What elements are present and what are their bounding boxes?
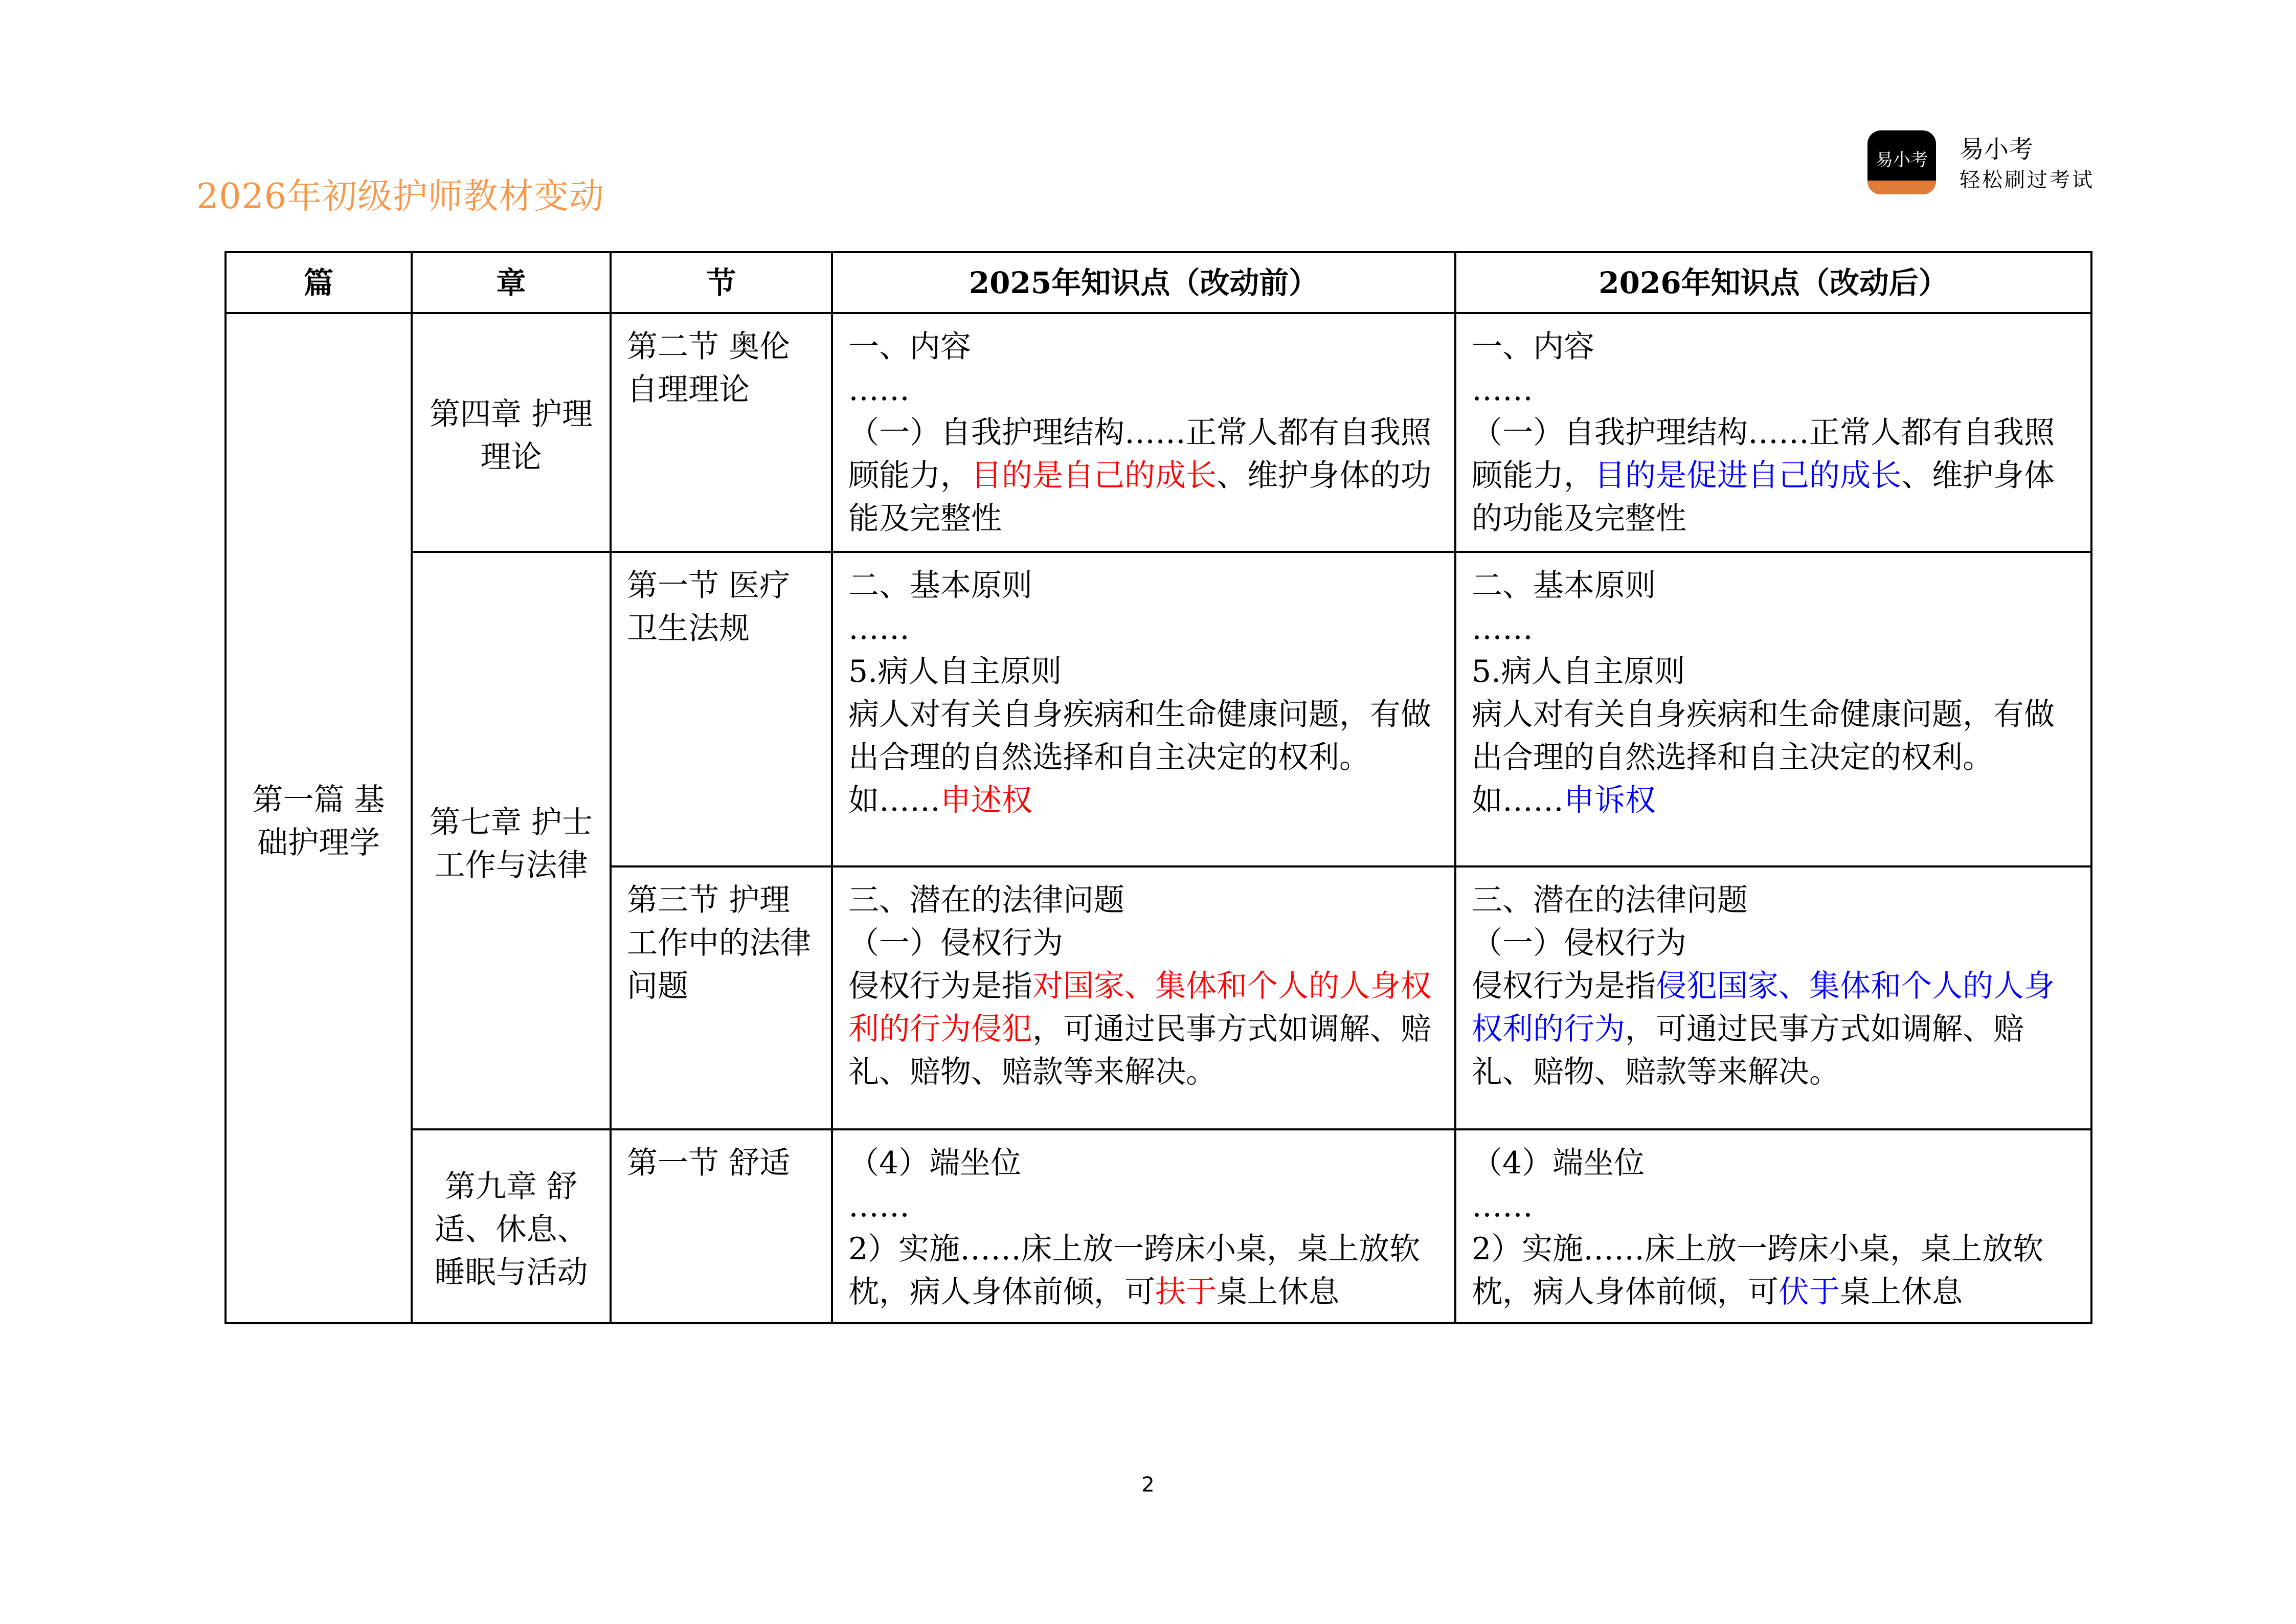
section-cell: 第一节 舒适: [611, 1129, 832, 1323]
subheading-line: 5.病人自主原则: [848, 654, 1062, 689]
subheading-line: （一）侵权行为: [848, 925, 1063, 961]
changed-text-old: 对国家、集体和个人的人身权利的行为侵犯: [848, 968, 1431, 1047]
text-plain: ，可通过民事方式如调解、赔礼、赔物、赔款等来解决。: [1472, 1011, 2024, 1090]
text-plain: 桌上休息: [1217, 1274, 1339, 1310]
ellipsis-line: ……: [1472, 1188, 1533, 1224]
section-cell: 第三节 护理工作中的法律问题: [611, 866, 832, 1129]
changed-text-new: 目的是促进自己的成长: [1594, 458, 1901, 494]
text-plain: 桌上休息: [1840, 1274, 1963, 1310]
text-plain: 2）实施……床上放一跨床小桌，桌上放软枕，病人身体前倾，可: [848, 1231, 1421, 1310]
changed-text-new: 申诉权: [1564, 783, 1656, 818]
heading-line: （4）端坐位: [848, 1145, 1022, 1181]
table-header-row: [226, 252, 2091, 313]
brand-block: [1960, 134, 2095, 195]
chapter-cell: 第七章 护士工作与法律: [412, 552, 611, 1129]
header-chapter: 章: [412, 252, 611, 313]
content-paragraph: [1472, 965, 2075, 1094]
heading-line: 三、潜在的法律问题: [1472, 882, 1748, 918]
chapter-cell: 第九章 舒适、休息、睡眠与活动: [412, 1129, 611, 1323]
heading-line: 二、基本原则: [848, 568, 1032, 604]
heading-line: 二、基本原则: [1472, 568, 1656, 604]
brand-slogan: 轻松刷过考试: [1960, 168, 2095, 192]
text-plain: ，可通过民事方式如调解、赔礼、赔物、赔款等来解决。: [848, 1011, 1431, 1090]
text-plain: （一）自我护理结构……正常人都有自我照顾能力，: [1472, 415, 2055, 494]
section-cell: 第二节 奥伦自理理论: [611, 313, 832, 552]
changed-text-old: 申述权: [940, 783, 1032, 818]
ellipsis-line: ……: [848, 611, 910, 647]
text-plain: （一）自我护理结构……正常人都有自我照顾能力，: [848, 415, 1431, 494]
content-paragraph: [848, 693, 1439, 822]
page-number: 2: [1141, 1473, 1155, 1497]
before-cell: [832, 866, 1455, 1129]
table-row: [226, 1129, 2091, 1323]
part-cell: 第一篇 基础护理学: [226, 313, 412, 1323]
subheading-line: 5.病人自主原则: [1472, 654, 1685, 689]
section-cell: 第一节 医疗卫生法规: [611, 552, 832, 866]
ellipsis-line: ……: [1472, 611, 1533, 647]
changed-text-new: 伏于: [1779, 1274, 1840, 1310]
content-paragraph: [848, 965, 1439, 1094]
changes-table: [224, 251, 2092, 1324]
content-paragraph: [1472, 1228, 2075, 1314]
subheading-line: （一）侵权行为: [1472, 925, 1686, 961]
text-plain: 侵权行为是指: [1472, 968, 1656, 1004]
heading-line: 一、内容: [848, 329, 971, 365]
text-plain: 、维护身体的功能及完整性: [848, 458, 1431, 537]
changed-text-old: 扶于: [1155, 1274, 1217, 1310]
heading-line: （4）端坐位: [1472, 1145, 1645, 1181]
heading-line: 三、潜在的法律问题: [848, 882, 1124, 918]
page-title: 2026年初级护师教材变动: [196, 176, 605, 217]
before-cell: [832, 552, 1455, 866]
before-cell: [832, 313, 1455, 552]
table-row: [226, 313, 2091, 552]
content-paragraph: [1472, 411, 2075, 540]
content-paragraph: [848, 411, 1439, 540]
header-before: 2025年知识点（改动前）: [832, 252, 1455, 313]
after-cell: [1455, 866, 2091, 1129]
table-row: [226, 552, 2091, 866]
changed-text-new: 侵犯国家、集体和个人的人身权利的行为: [1472, 968, 2055, 1047]
chapter-cell: 第四章 护理理论: [412, 313, 611, 552]
ellipsis-line: ……: [848, 372, 910, 408]
logo-accent-bar: [1867, 181, 1936, 194]
text-plain: 病人对有关自身疾病和生命健康问题，有做出合理的自然选择和自主决定的权利。如……: [1472, 697, 2055, 818]
after-cell: [1455, 1129, 2091, 1323]
brand-name: 易小考: [1960, 135, 2034, 164]
text-plain: 、维护身体的功能及完整性: [1472, 458, 2055, 537]
after-cell: [1455, 552, 2091, 866]
ellipsis-line: ……: [1472, 372, 1533, 408]
heading-line: 一、内容: [1472, 329, 1594, 365]
text-plain: 侵权行为是指: [848, 968, 1032, 1004]
text-plain: 病人对有关自身疾病和生命健康问题，有做出合理的自然选择和自主决定的权利。如……: [848, 697, 1431, 818]
header-section: 节: [611, 252, 832, 313]
changed-text-old: 目的是自己的成长: [971, 458, 1217, 494]
header-part: 篇: [226, 252, 412, 313]
after-cell: [1455, 313, 2091, 552]
logo-text: 易小考: [1876, 150, 1928, 170]
brand-logo-icon: [1867, 130, 1936, 194]
header-after: 2026年知识点（改动后）: [1455, 252, 2091, 313]
content-paragraph: [848, 1228, 1439, 1314]
before-cell: [832, 1129, 1455, 1323]
content-paragraph: [1472, 693, 2075, 822]
text-plain: 2）实施……床上放一跨床小桌，桌上放软枕，病人身体前倾，可: [1472, 1231, 2044, 1310]
ellipsis-line: ……: [848, 1188, 910, 1224]
